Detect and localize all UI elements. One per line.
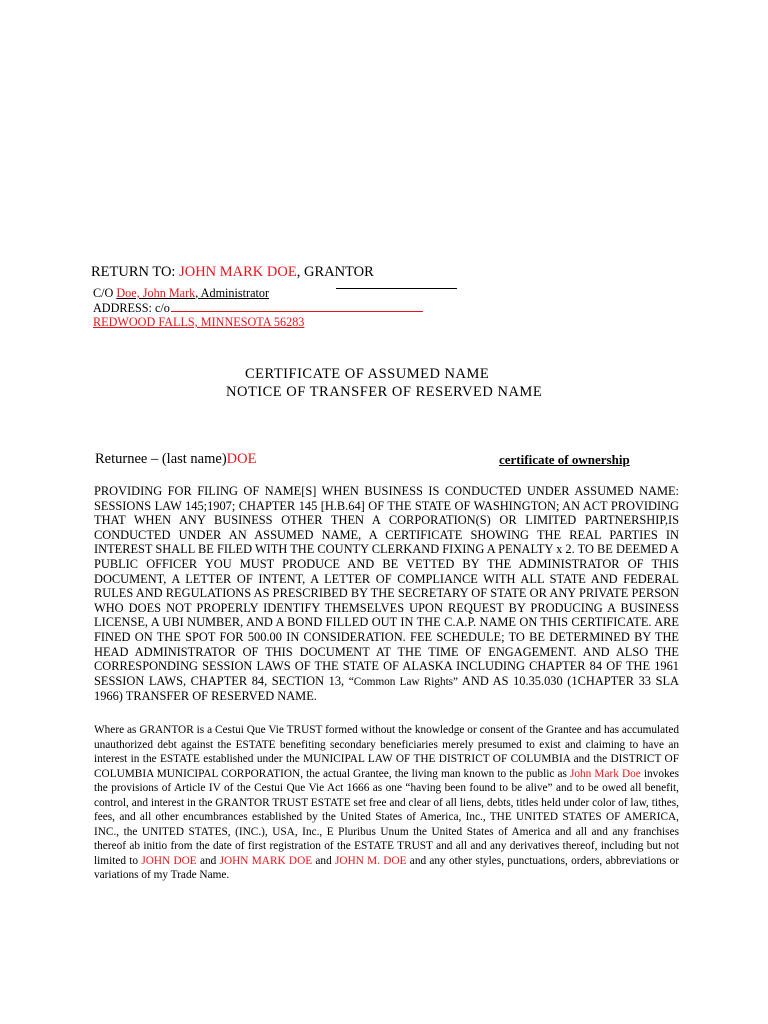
document-title: CERTIFICATE OF ASSUMED NAME — [245, 366, 490, 382]
return-to-suffix: , GRANTOR — [296, 264, 374, 280]
grantor-text-1: Where as GRANTOR is a Cestui Que Vie TRUST formed without the knowledge or consent of the Grantee and has accumulated unauthorized debt against the ESTATE benefiting secondary beneficiaries merely presumed to exist and claiming to have an interest in the ESTATE established under the MUNICIPAL LAW OF THE DISTRICT OF COLUMBIA and the DISTRICT OF COLUMBIA MUNICIPAL CORPORATION, the actual Grantee, the living man known to the public as — [94, 724, 679, 780]
care-of-line — [93, 286, 269, 301]
care-of-label: C/O — [93, 286, 117, 300]
signature-rule — [336, 288, 457, 289]
grantor-text-2: invokes the provisions of Article IV of the Cestui Que Vie Act 1666 as one “having been found to be alive” and to be owed all benefit, control, and interest in the GRANTOR TRUST ESTATE set free and clear of all liens, debts, titles held under color of law, tithes, fees, and all other encumbrances established by the United States of America, Inc., THE UNITED STATES OF AMERICA, INC., the UNITED STATES, (INC.), USA, Inc., E Pluribus Unum the United States of America and all and any franchises thereof ab initio from the date of first registration of the ESTATE TRUST and all and any derivatives thereof, including but not limited to — [94, 767, 680, 867]
address-blank-rule — [171, 301, 423, 312]
returnee-line — [95, 451, 256, 468]
statute-text: PROVIDING FOR FILING OF NAME[S] WHEN BUSINESS IS CONDUCTED UNDER ASSUMED NAME: SESSIONS LAW 145;1907; CHAPTER 145 [H.B.64] OF THE STATE OF WASHINGTON; AN ACT PROVIDING THAT WHEN ANY BUSINESS OTHER THEN A CORPORATION(S) OR LIMITED PARTNERSHIP,IS CONDUCTED UNDER AN ASSUMED NAME, A CERTIFICATE SHOWING THE REAL PARTIES IN INTEREST SHALL BE FILED WITH THE COUNTY CLERKAND FIXING A PENALTY x 2. TO BE DEEMED A PUBLIC OFFICER YOU MUST PRODUCE AND BE VETTED BY THE ADMINISTRATOR OF THIS DOCUMENT, A LETTER OF INTENT, A LETTER OF COMPLIANCE WITH ALL STATE AND FEDERAL RULES AND REGULATIONS AS PRESCRIBED BY THE SECRETARY OF STATE OR ANY PRIVATE PERSON WHO DOES NOT PROPERLY IDENTIFY THEMSELVES UPON REQUEST BY PRODUCING A BUSINESS LICENSE, A UBI NUMBER, AND A BOND FILLED OUT IN THE C.A.P. NAME ON THIS CERTIFICATE. ARE FINED ON THE SPOT FOR 500.00 IN CONSIDERATION. FEE SCHEDULE; TO BE DETERMINED BY THE HEAD ADMINISTRATOR OF THIS DOCUMENT AT THE TIME OF ENGAGEMENT. AND ALSO THE CORRESPONDING SESSION LAWS OF THE STATE OF ALASKA INCLUDING CHAPTER 84 OF THE 1961 SESSION LAWS, CHAPTER 84, SECTION 13, — [94, 484, 679, 688]
address-line — [93, 301, 423, 316]
grantor-paragraph — [94, 723, 679, 883]
name-highlight: JOHN DOE — [141, 854, 197, 867]
return-to-label: RETURN TO: — [91, 264, 180, 280]
care-of-suffix: , Administrator — [195, 286, 270, 300]
statute-paragraph — [94, 484, 679, 704]
grantor-text-5: and any other styles, punctuations, orders, abbreviations or variations of my Trade Name. — [94, 854, 680, 882]
return-to-line — [91, 264, 374, 281]
document-subtitle: NOTICE OF TRANSFER OF RESERVED NAME — [226, 384, 543, 400]
grantor-text-3: and — [196, 854, 220, 867]
care-of-name: Doe, John Mark — [116, 286, 196, 300]
name-highlight: John Mark Doe — [569, 767, 641, 780]
statute-quote: “Common Law Rights” — [348, 675, 459, 688]
returnee-label: Returnee – (last name) — [95, 451, 227, 467]
name-highlight: JOHN MARK DOE — [219, 854, 313, 867]
address-label: ADDRESS: c/o — [93, 301, 170, 315]
name-highlight: JOHN M. DOE — [335, 854, 407, 867]
grantor-text-4: and — [312, 854, 336, 867]
grantor-name: JOHN MARK DOE — [179, 264, 297, 280]
statute-text-end: AND AS 10.35.030 (1CHAPTER 33 SLA 1966) TRANSFER OF RESERVED NAME. — [94, 673, 679, 704]
certificate-of-ownership-label: certificate of ownership — [499, 452, 630, 467]
returnee-name: DOE — [226, 451, 257, 467]
city-line: REDWOOD FALLS, MINNESOTA 56283 — [93, 315, 305, 329]
